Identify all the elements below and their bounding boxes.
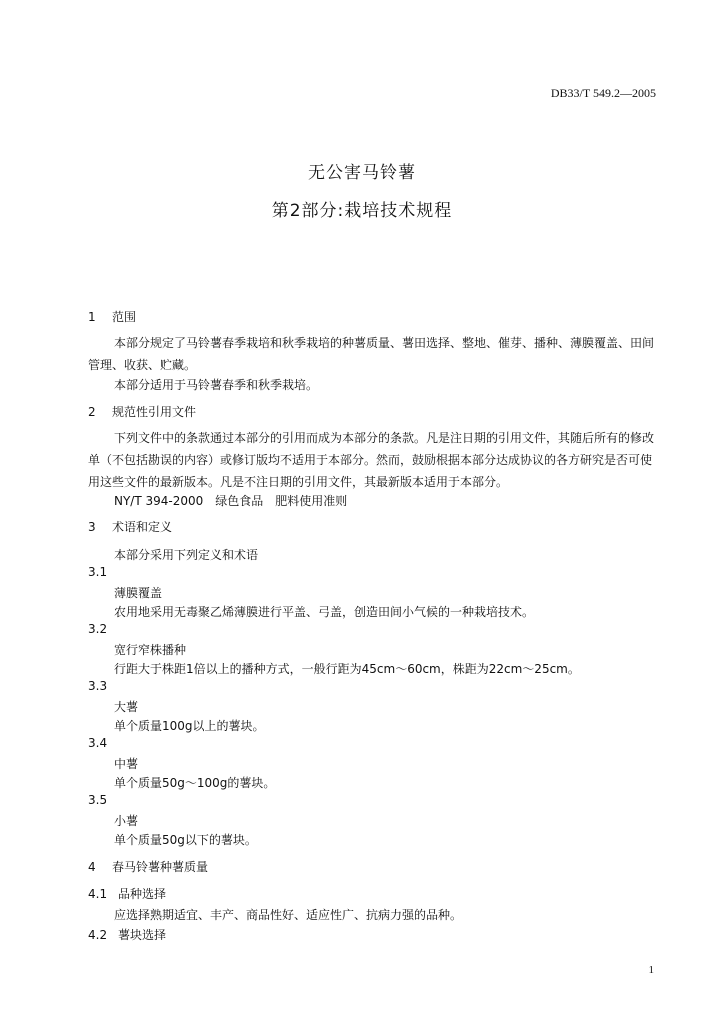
subsection-4-1-text: 应选择熟期适宜、丰产、商品性好、适应性广、抗病力强的品种。 <box>114 908 463 922</box>
term-definition: 农用地采用无毒聚乙烯薄膜进行平盖、弓盖，创造田间小气候的一种栽培技术。 <box>114 605 535 619</box>
section-1-paragraph-2: 本部分适用于马铃薯春季和秋季栽培。 <box>114 378 319 392</box>
section-3-intro: 本部分采用下列定义和术语 <box>114 548 259 562</box>
document-subtitle: 第2部分:栽培技术规程 <box>271 201 453 221</box>
standard-code: DB33/T 549.2—2005 <box>550 86 656 100</box>
subsection-title: 品种选择 <box>118 887 167 901</box>
term-name: 小薯 <box>114 814 139 828</box>
section-3-heading <box>88 518 172 535</box>
section-1-paragraph-1: 本部分规定了马铃薯春季栽培和秋季栽培的种薯质量、薯田选择、整地、催芽、播种、薄膜覆盖、田间管理、收获、贮藏。 <box>88 336 655 372</box>
section-title: 术语和定义 <box>112 520 173 534</box>
section-number: 2 <box>88 405 96 419</box>
term-name: 宽行窄株播种 <box>114 643 187 657</box>
section-title: 春马铃薯种薯质量 <box>112 860 209 874</box>
section-title: 规范性引用文件 <box>112 405 197 419</box>
document-title: 无公害马铃薯 <box>308 163 416 183</box>
page-number: 1 <box>648 964 654 976</box>
term-definition: 行距大于株距1倍以上的播种方式，一般行距为45cm～60cm，株距为22cm～25cm。 <box>114 662 580 676</box>
normative-reference: NY/T 394-2000 绿色食品 肥料使用准则 <box>114 494 348 508</box>
section-number: 1 <box>88 310 96 324</box>
term-number: 3.1 <box>88 565 108 579</box>
term-number: 3.3 <box>88 679 108 693</box>
section-number: 4 <box>88 860 96 874</box>
subsection-title: 薯块选择 <box>118 928 167 942</box>
subsection-4-2-heading <box>88 926 166 943</box>
term-name: 中薯 <box>114 757 139 771</box>
subsection-number: 4.1 <box>88 887 108 901</box>
term-number: 3.2 <box>88 622 108 636</box>
term-name: 薄膜覆盖 <box>114 586 163 600</box>
subsection-number: 4.2 <box>88 928 108 942</box>
term-definition: 单个质量50g以下的薯块。 <box>114 833 257 847</box>
section-2-paragraph: 下列文件中的条款通过本部分的引用而成为本部分的条款。凡是注日期的引用文件，其随后所有的修改单（不包括勘误的内容）或修订版均不适用于本部分。然而，鼓励根据本部分达成协议的各方研究是否可使用这些文件的最新版本。凡是不注日期的引用文件，其最新版本适用于本部分。 <box>88 431 655 489</box>
term-definition: 单个质量100g以上的薯块。 <box>114 719 265 733</box>
section-1-heading <box>88 308 136 325</box>
subsection-4-1-heading <box>88 885 166 902</box>
section-title: 范围 <box>112 310 137 324</box>
section-4-heading <box>88 858 208 875</box>
section-2-heading <box>88 403 196 420</box>
term-number: 3.5 <box>88 793 108 807</box>
section-number: 3 <box>88 520 96 534</box>
term-definition: 单个质量50g～100g的薯块。 <box>114 776 276 790</box>
term-number: 3.4 <box>88 736 108 750</box>
term-name: 大薯 <box>114 700 139 714</box>
